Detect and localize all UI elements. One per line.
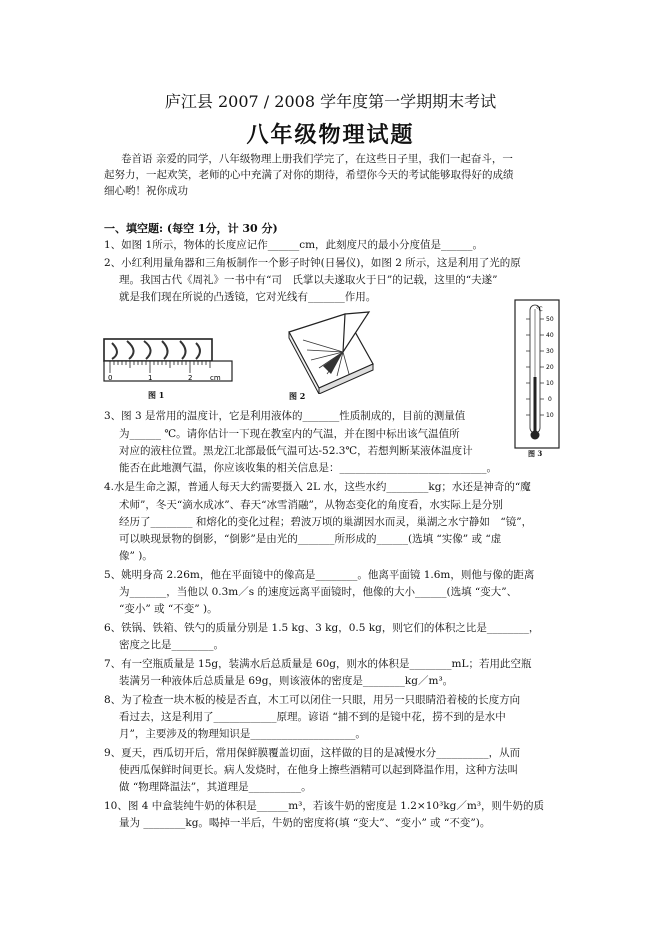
scale-label-10: 10: [546, 380, 554, 387]
scale-label-30: 30: [546, 348, 554, 355]
question-4-line-1: 4.水是生命之源，普通人每天大约需要摄入 2L 水，这些水约________kg；水还是神奇的“魔: [104, 481, 531, 493]
question-4-line-4: 可以映现景物的倒影，“倒影”是由光的_______所形成的______(选填 “实像” 或 “虚: [119, 533, 502, 545]
question-10-line-2: 量为 ________kg。喝掉一半后，牛奶的密度将(填 “变大”、“变小” 或 “不变”)。: [119, 817, 491, 829]
ruler-label-2: 2: [188, 374, 193, 382]
scale-label-20: 20: [546, 364, 554, 371]
question-7-line-1: 7、有一空瓶质量是 15g，装满水后总质量是 60g，则水的体积是________mL；若用此空瓶: [104, 658, 532, 670]
intro-line-1: 卷首语 亲爱的同学，八年级物理上册我们学完了，在这些日子里，我们一起奋斗，一: [121, 153, 513, 165]
figure-3-caption: 图 3: [528, 449, 543, 458]
question-1-line-1: 1、如图 1所示，物体的长度应记作______cm，此刻度尺的最小分度值是______。: [104, 239, 484, 251]
scale-label-0: 0: [548, 396, 552, 403]
question-6-line-2: 密度之比是________。: [119, 639, 224, 651]
question-4-line-3: 经历了________ 和熔化的变化过程；碧波万顷的巢湖因水而灵，巢湖之水宁静如 “镜”，: [119, 516, 533, 528]
figure-1-caption: 图 1: [148, 390, 165, 400]
question-8-line-3: 月”，主要涉及的物理知识是____________________。: [119, 728, 366, 740]
question-3-line-1: 3、图 3 是常用的温度计，它是利用液体的_______性质制成的，目前的测量值: [104, 410, 466, 422]
figure-2-caption: 图 2: [289, 391, 306, 401]
ruler-label-1: 1: [148, 374, 153, 382]
question-9-line-1: 9、夏天，西瓜切开后，常用保鲜膜覆盖切面，这样做的目的是减慢水分__________，从而: [104, 747, 521, 759]
intro-line-3: 细心哟！祝你成功: [104, 185, 188, 197]
ruler-label-cm: cm: [210, 374, 221, 382]
figure-3-thermometer: [514, 299, 560, 451]
figure-2-sundial: [283, 308, 375, 394]
question-2-line-2: 理。我国古代《周礼》一书中有“司 氏掌以夫遂取火于日”的记载，这里的“夫遂”: [119, 274, 498, 286]
question-6-line-1: 6、铁锅、铁箱、铁勺的质量分别是 1.5 kg、3 kg，0.5 kg，则它们的体积之比是________，: [104, 622, 540, 634]
figure-1-ruler: [102, 335, 234, 397]
exam-title: 庐江县 2007 / 2008 学年度第一学期期末考试: [164, 92, 497, 111]
question-4-line-5: 像” )。: [119, 550, 153, 562]
section-heading-fill-in: 一、填空题: (每空 1分，计 30 分): [104, 222, 278, 235]
question-2-line-3: 就是我们现在所说的凸透镜，它对光线有_______作用。: [119, 291, 377, 303]
scale-label-50: 50: [546, 316, 554, 323]
intro-line-2: 起努力，一起欢笑，老师的心中充满了对你的期待，希望你今天的考试能够取得好的成绩: [104, 169, 514, 181]
question-9-line-2: 使西瓜保鲜时间更长。病人发烧时，在他身上擦些酒精可以起到降温作用，这种方法叫: [119, 764, 518, 776]
question-5-line-3: “变小” 或 “不变” )。: [119, 603, 218, 615]
question-8-line-1: 8、为了检查一块木板的棱是否直，木工可以闭住一只眼，用另一只眼睛沿着棱的长度方向: [104, 694, 521, 706]
subject-title: 八年级物理试题: [246, 122, 415, 148]
question-10-line-1: 10、图 4 中盒装纯牛奶的体积是______m³，若该牛奶的密度是 1.2×10³kg／m³，则牛奶的质: [104, 800, 545, 812]
question-7-line-2: 装满另一种液体后总质量是 69g，则该液体的密度是________kg／m³。: [119, 675, 454, 687]
ruler-label-0: 0: [108, 374, 113, 382]
question-4-line-2: 术师”，冬天“滴水成冰”、春天“冰雪消融”，从物态变化的角度看，水实际上是分别: [119, 499, 503, 511]
thermometer-unit: ℃: [536, 306, 543, 313]
question-5-line-1: 5、姚明身高 2.26m，他在平面镜中的像高是________。他离平面镜 1.6m，则他与像的距离: [104, 569, 535, 581]
scale-label-40: 40: [546, 332, 554, 339]
question-2-line-1: 2、小红利用量角器和三角板制作一个影子时钟(日晷仪)，如图 2 所示，这是利用了光的原: [104, 257, 521, 269]
scale-label-neg-10: 10: [546, 412, 554, 419]
question-8-line-2: 看过去，这是利用了____________原理。谚语 “捕不到的是镜中花，捞不到的是水中: [119, 711, 506, 723]
question-9-line-3: 做 “物理降温法”，其道理是__________。: [119, 781, 312, 793]
question-3-line-4: 能否在此地测气温，你应该收集的相关信息是：____________________________。: [119, 462, 497, 474]
question-3-line-3: 对应的液柱位置。黑龙江北部最低气温可达-52.3℃，若想判断某液体温度计: [119, 445, 473, 457]
question-3-line-2: 为______ ℃。请你估计一下现在教室内的气温，并在图中标出该气温值所: [119, 428, 460, 440]
question-5-line-2: 为_______，当他以 0.3m／s 的速度远离平面镜时，他像的大小______(选填 “变大”、: [119, 586, 518, 598]
